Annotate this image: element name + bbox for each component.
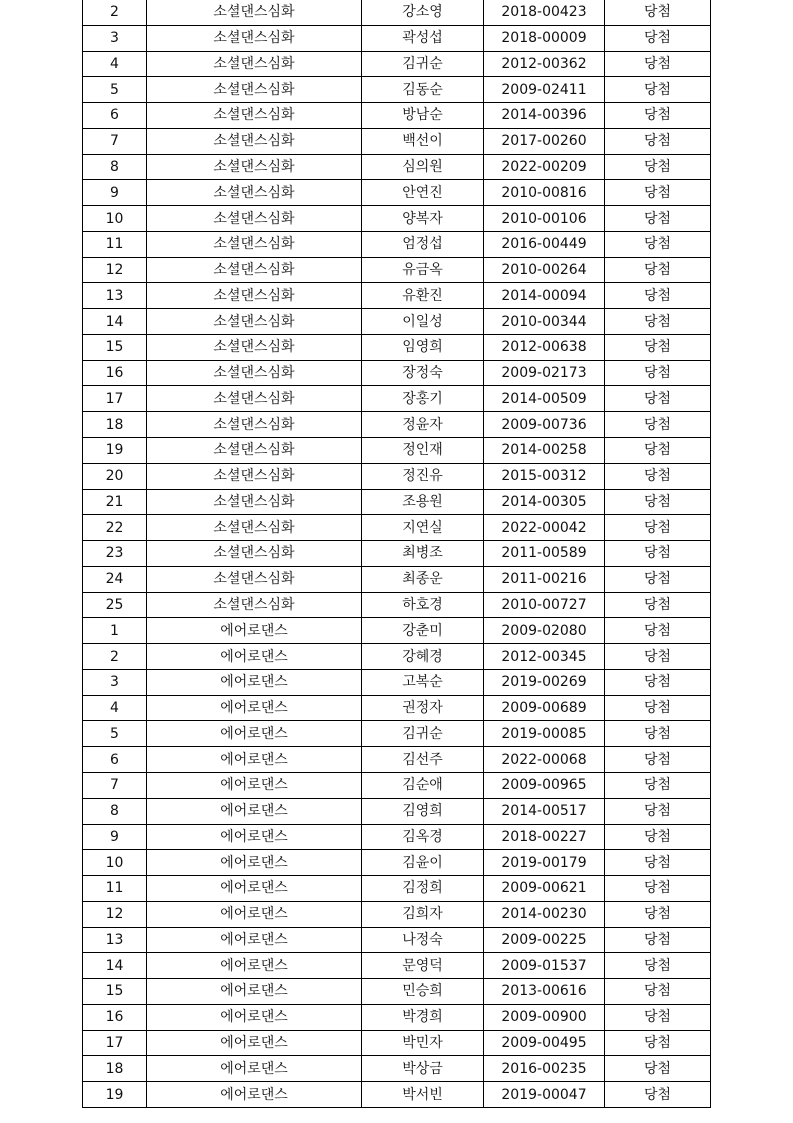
result-cell: 당첨 xyxy=(605,1030,711,1056)
class-name-cell: 소셜댄스심화 xyxy=(147,515,362,541)
member-id-cell: 2010-00816 xyxy=(484,180,605,206)
class-name-cell: 소셜댄스심화 xyxy=(147,463,362,489)
table-row xyxy=(83,901,711,927)
row-number-cell: 19 xyxy=(83,1082,147,1108)
row-number-cell: 8 xyxy=(83,798,147,824)
member-id-cell: 2018-00227 xyxy=(484,824,605,850)
member-id-cell: 2009-00900 xyxy=(484,1004,605,1030)
table-row xyxy=(83,721,711,747)
result-cell: 당첨 xyxy=(605,180,711,206)
class-name-cell: 소셜댄스심화 xyxy=(147,592,362,618)
member-id-cell: 2019-00179 xyxy=(484,850,605,876)
member-id-cell: 2010-00106 xyxy=(484,206,605,232)
table-row xyxy=(83,309,711,335)
class-name-cell: 에어로댄스 xyxy=(147,824,362,850)
class-name-cell: 에어로댄스 xyxy=(147,669,362,695)
applicant-name-cell: 김귀순 xyxy=(362,721,484,747)
applicant-name-cell: 양복자 xyxy=(362,206,484,232)
applicant-name-cell: 문영덕 xyxy=(362,953,484,979)
member-id-cell: 2019-00269 xyxy=(484,669,605,695)
class-name-cell: 소셜댄스심화 xyxy=(147,438,362,464)
member-id-cell: 2015-00312 xyxy=(484,463,605,489)
row-number-cell: 13 xyxy=(83,927,147,953)
member-id-cell: 2011-00589 xyxy=(484,541,605,567)
row-number-cell: 18 xyxy=(83,412,147,438)
member-id-cell: 2022-00042 xyxy=(484,515,605,541)
applicant-name-cell: 권정자 xyxy=(362,695,484,721)
class-name-cell: 소셜댄스심화 xyxy=(147,360,362,386)
table-body xyxy=(83,0,711,1107)
table-row xyxy=(83,1004,711,1030)
member-id-cell: 2022-00209 xyxy=(484,154,605,180)
table-row xyxy=(83,103,711,129)
result-cell: 당첨 xyxy=(605,1056,711,1082)
table-row xyxy=(83,360,711,386)
class-name-cell: 소셜댄스심화 xyxy=(147,51,362,77)
row-number-cell: 5 xyxy=(83,721,147,747)
result-cell: 당첨 xyxy=(605,206,711,232)
member-id-cell: 2018-00009 xyxy=(484,25,605,51)
table-row xyxy=(83,412,711,438)
result-cell: 당첨 xyxy=(605,77,711,103)
table-row xyxy=(83,566,711,592)
applicant-name-cell: 이일성 xyxy=(362,309,484,335)
lottery-results-table xyxy=(82,0,711,1108)
table-row xyxy=(83,772,711,798)
applicant-name-cell: 김희자 xyxy=(362,901,484,927)
class-name-cell: 소셜댄스심화 xyxy=(147,412,362,438)
table-row xyxy=(83,25,711,51)
member-id-cell: 2016-00235 xyxy=(484,1056,605,1082)
row-number-cell: 9 xyxy=(83,180,147,206)
row-number-cell: 5 xyxy=(83,77,147,103)
table-row xyxy=(83,592,711,618)
applicant-name-cell: 최종운 xyxy=(362,566,484,592)
member-id-cell: 2016-00449 xyxy=(484,231,605,257)
result-cell: 당첨 xyxy=(605,850,711,876)
row-number-cell: 16 xyxy=(83,1004,147,1030)
row-number-cell: 2 xyxy=(83,0,147,25)
class-name-cell: 에어로댄스 xyxy=(147,798,362,824)
applicant-name-cell: 정진유 xyxy=(362,463,484,489)
table-row xyxy=(83,489,711,515)
class-name-cell: 에어로댄스 xyxy=(147,644,362,670)
result-cell: 당첨 xyxy=(605,876,711,902)
applicant-name-cell: 안연진 xyxy=(362,180,484,206)
result-cell: 당첨 xyxy=(605,669,711,695)
applicant-name-cell: 김선주 xyxy=(362,747,484,773)
table-row xyxy=(83,644,711,670)
class-name-cell: 소셜댄스심화 xyxy=(147,309,362,335)
table-row xyxy=(83,1056,711,1082)
member-id-cell: 2009-02080 xyxy=(484,618,605,644)
row-number-cell: 7 xyxy=(83,772,147,798)
applicant-name-cell: 민승희 xyxy=(362,979,484,1005)
member-id-cell: 2019-00047 xyxy=(484,1082,605,1108)
row-number-cell: 25 xyxy=(83,592,147,618)
row-number-cell: 17 xyxy=(83,1030,147,1056)
member-id-cell: 2009-00621 xyxy=(484,876,605,902)
applicant-name-cell: 김정희 xyxy=(362,876,484,902)
applicant-name-cell: 나정숙 xyxy=(362,927,484,953)
row-number-cell: 15 xyxy=(83,334,147,360)
class-name-cell: 소셜댄스심화 xyxy=(147,334,362,360)
row-number-cell: 23 xyxy=(83,541,147,567)
table-row xyxy=(83,180,711,206)
result-cell: 당첨 xyxy=(605,412,711,438)
member-id-cell: 2009-00495 xyxy=(484,1030,605,1056)
table-row xyxy=(83,850,711,876)
row-number-cell: 2 xyxy=(83,644,147,670)
applicant-name-cell: 유환진 xyxy=(362,283,484,309)
applicant-name-cell: 정인재 xyxy=(362,438,484,464)
result-cell: 당첨 xyxy=(605,798,711,824)
class-name-cell: 에어로댄스 xyxy=(147,901,362,927)
applicant-name-cell: 강소영 xyxy=(362,0,484,25)
class-name-cell: 소셜댄스심화 xyxy=(147,77,362,103)
applicant-name-cell: 강혜경 xyxy=(362,644,484,670)
row-number-cell: 18 xyxy=(83,1056,147,1082)
member-id-cell: 2017-00260 xyxy=(484,128,605,154)
table-row xyxy=(83,77,711,103)
table-row xyxy=(83,51,711,77)
result-cell: 당첨 xyxy=(605,386,711,412)
table-row xyxy=(83,231,711,257)
result-cell: 당첨 xyxy=(605,747,711,773)
result-cell: 당첨 xyxy=(605,283,711,309)
member-id-cell: 2009-00225 xyxy=(484,927,605,953)
table-row xyxy=(83,541,711,567)
class-name-cell: 소셜댄스심화 xyxy=(147,231,362,257)
class-name-cell: 소셜댄스심화 xyxy=(147,541,362,567)
row-number-cell: 11 xyxy=(83,231,147,257)
row-number-cell: 12 xyxy=(83,257,147,283)
table-row xyxy=(83,876,711,902)
result-cell: 당첨 xyxy=(605,489,711,515)
applicant-name-cell: 정윤자 xyxy=(362,412,484,438)
member-id-cell: 2009-00965 xyxy=(484,772,605,798)
table-row xyxy=(83,824,711,850)
row-number-cell: 14 xyxy=(83,309,147,335)
result-cell: 당첨 xyxy=(605,953,711,979)
applicant-name-cell: 하호경 xyxy=(362,592,484,618)
result-cell: 당첨 xyxy=(605,103,711,129)
result-cell: 당첨 xyxy=(605,772,711,798)
row-number-cell: 9 xyxy=(83,824,147,850)
member-id-cell: 2014-00094 xyxy=(484,283,605,309)
table-row xyxy=(83,154,711,180)
table-row xyxy=(83,979,711,1005)
member-id-cell: 2010-00344 xyxy=(484,309,605,335)
table-row xyxy=(83,334,711,360)
class-name-cell: 소셜댄스심화 xyxy=(147,128,362,154)
member-id-cell: 2009-02411 xyxy=(484,77,605,103)
row-number-cell: 11 xyxy=(83,876,147,902)
table-row xyxy=(83,669,711,695)
class-name-cell: 에어로댄스 xyxy=(147,876,362,902)
applicant-name-cell: 임영희 xyxy=(362,334,484,360)
result-cell: 당첨 xyxy=(605,901,711,927)
class-name-cell: 소셜댄스심화 xyxy=(147,103,362,129)
table-row xyxy=(83,953,711,979)
table-row xyxy=(83,747,711,773)
table-row xyxy=(83,695,711,721)
applicant-name-cell: 엄정섭 xyxy=(362,231,484,257)
result-cell: 당첨 xyxy=(605,438,711,464)
applicant-name-cell: 김옥경 xyxy=(362,824,484,850)
applicant-name-cell: 김윤이 xyxy=(362,850,484,876)
applicant-name-cell: 곽성섭 xyxy=(362,25,484,51)
result-cell: 당첨 xyxy=(605,25,711,51)
applicant-name-cell: 고복순 xyxy=(362,669,484,695)
row-number-cell: 16 xyxy=(83,360,147,386)
class-name-cell: 에어로댄스 xyxy=(147,1004,362,1030)
row-number-cell: 1 xyxy=(83,618,147,644)
class-name-cell: 소셜댄스심화 xyxy=(147,257,362,283)
applicant-name-cell: 심의원 xyxy=(362,154,484,180)
row-number-cell: 8 xyxy=(83,154,147,180)
member-id-cell: 2009-01537 xyxy=(484,953,605,979)
applicant-name-cell: 김귀순 xyxy=(362,51,484,77)
table-row xyxy=(83,0,711,25)
row-number-cell: 15 xyxy=(83,979,147,1005)
member-id-cell: 2009-00689 xyxy=(484,695,605,721)
table-row xyxy=(83,386,711,412)
result-cell: 당첨 xyxy=(605,824,711,850)
applicant-name-cell: 최병조 xyxy=(362,541,484,567)
table-row xyxy=(83,618,711,644)
class-name-cell: 에어로댄스 xyxy=(147,618,362,644)
row-number-cell: 24 xyxy=(83,566,147,592)
lottery-results-sheet xyxy=(82,0,711,1108)
class-name-cell: 소셜댄스심화 xyxy=(147,154,362,180)
table-row xyxy=(83,438,711,464)
table-row xyxy=(83,206,711,232)
result-cell: 당첨 xyxy=(605,0,711,25)
applicant-name-cell: 방남순 xyxy=(362,103,484,129)
result-cell: 당첨 xyxy=(605,463,711,489)
table-row xyxy=(83,1030,711,1056)
applicant-name-cell: 김동순 xyxy=(362,77,484,103)
applicant-name-cell: 유금옥 xyxy=(362,257,484,283)
row-number-cell: 6 xyxy=(83,747,147,773)
result-cell: 당첨 xyxy=(605,1004,711,1030)
result-cell: 당첨 xyxy=(605,360,711,386)
table-row xyxy=(83,798,711,824)
row-number-cell: 21 xyxy=(83,489,147,515)
class-name-cell: 에어로댄스 xyxy=(147,1082,362,1108)
class-name-cell: 에어로댄스 xyxy=(147,695,362,721)
member-id-cell: 2009-02173 xyxy=(484,360,605,386)
result-cell: 당첨 xyxy=(605,695,711,721)
table-row xyxy=(83,1082,711,1108)
applicant-name-cell: 박상금 xyxy=(362,1056,484,1082)
member-id-cell: 2022-00068 xyxy=(484,747,605,773)
row-number-cell: 19 xyxy=(83,438,147,464)
result-cell: 당첨 xyxy=(605,566,711,592)
result-cell: 당첨 xyxy=(605,644,711,670)
result-cell: 당첨 xyxy=(605,231,711,257)
member-id-cell: 2014-00230 xyxy=(484,901,605,927)
member-id-cell: 2014-00509 xyxy=(484,386,605,412)
row-number-cell: 13 xyxy=(83,283,147,309)
result-cell: 당첨 xyxy=(605,309,711,335)
applicant-name-cell: 김순애 xyxy=(362,772,484,798)
class-name-cell: 소셜댄스심화 xyxy=(147,0,362,25)
member-id-cell: 2019-00085 xyxy=(484,721,605,747)
class-name-cell: 에어로댄스 xyxy=(147,927,362,953)
table-row xyxy=(83,927,711,953)
result-cell: 당첨 xyxy=(605,721,711,747)
member-id-cell: 2014-00517 xyxy=(484,798,605,824)
member-id-cell: 2014-00396 xyxy=(484,103,605,129)
applicant-name-cell: 박민자 xyxy=(362,1030,484,1056)
member-id-cell: 2011-00216 xyxy=(484,566,605,592)
class-name-cell: 에어로댄스 xyxy=(147,1030,362,1056)
result-cell: 당첨 xyxy=(605,257,711,283)
result-cell: 당첨 xyxy=(605,927,711,953)
row-number-cell: 17 xyxy=(83,386,147,412)
class-name-cell: 소셜댄스심화 xyxy=(147,180,362,206)
applicant-name-cell: 박서빈 xyxy=(362,1082,484,1108)
applicant-name-cell: 김영희 xyxy=(362,798,484,824)
table-row xyxy=(83,283,711,309)
applicant-name-cell: 장정숙 xyxy=(362,360,484,386)
applicant-name-cell: 강춘미 xyxy=(362,618,484,644)
applicant-name-cell: 조용원 xyxy=(362,489,484,515)
row-number-cell: 20 xyxy=(83,463,147,489)
row-number-cell: 10 xyxy=(83,850,147,876)
class-name-cell: 에어로댄스 xyxy=(147,772,362,798)
table-row xyxy=(83,463,711,489)
row-number-cell: 10 xyxy=(83,206,147,232)
class-name-cell: 소셜댄스심화 xyxy=(147,206,362,232)
applicant-name-cell: 장홍기 xyxy=(362,386,484,412)
member-id-cell: 2013-00616 xyxy=(484,979,605,1005)
applicant-name-cell: 백선이 xyxy=(362,128,484,154)
applicant-name-cell: 지연실 xyxy=(362,515,484,541)
table-row xyxy=(83,257,711,283)
row-number-cell: 22 xyxy=(83,515,147,541)
member-id-cell: 2009-00736 xyxy=(484,412,605,438)
row-number-cell: 4 xyxy=(83,51,147,77)
result-cell: 당첨 xyxy=(605,515,711,541)
class-name-cell: 에어로댄스 xyxy=(147,850,362,876)
member-id-cell: 2010-00727 xyxy=(484,592,605,618)
class-name-cell: 소셜댄스심화 xyxy=(147,489,362,515)
result-cell: 당첨 xyxy=(605,618,711,644)
member-id-cell: 2012-00362 xyxy=(484,51,605,77)
member-id-cell: 2012-00638 xyxy=(484,334,605,360)
class-name-cell: 에어로댄스 xyxy=(147,747,362,773)
table-row xyxy=(83,515,711,541)
member-id-cell: 2014-00305 xyxy=(484,489,605,515)
class-name-cell: 에어로댄스 xyxy=(147,953,362,979)
member-id-cell: 2014-00258 xyxy=(484,438,605,464)
member-id-cell: 2012-00345 xyxy=(484,644,605,670)
result-cell: 당첨 xyxy=(605,1082,711,1108)
class-name-cell: 소셜댄스심화 xyxy=(147,386,362,412)
row-number-cell: 3 xyxy=(83,25,147,51)
member-id-cell: 2018-00423 xyxy=(484,0,605,25)
class-name-cell: 에어로댄스 xyxy=(147,721,362,747)
row-number-cell: 4 xyxy=(83,695,147,721)
row-number-cell: 3 xyxy=(83,669,147,695)
row-number-cell: 14 xyxy=(83,953,147,979)
applicant-name-cell: 박경희 xyxy=(362,1004,484,1030)
class-name-cell: 소셜댄스심화 xyxy=(147,283,362,309)
class-name-cell: 에어로댄스 xyxy=(147,1056,362,1082)
result-cell: 당첨 xyxy=(605,592,711,618)
result-cell: 당첨 xyxy=(605,979,711,1005)
row-number-cell: 7 xyxy=(83,128,147,154)
result-cell: 당첨 xyxy=(605,51,711,77)
member-id-cell: 2010-00264 xyxy=(484,257,605,283)
row-number-cell: 6 xyxy=(83,103,147,129)
class-name-cell: 소셜댄스심화 xyxy=(147,25,362,51)
result-cell: 당첨 xyxy=(605,541,711,567)
table-row xyxy=(83,128,711,154)
result-cell: 당첨 xyxy=(605,334,711,360)
row-number-cell: 12 xyxy=(83,901,147,927)
class-name-cell: 에어로댄스 xyxy=(147,979,362,1005)
class-name-cell: 소셜댄스심화 xyxy=(147,566,362,592)
result-cell: 당첨 xyxy=(605,128,711,154)
result-cell: 당첨 xyxy=(605,154,711,180)
